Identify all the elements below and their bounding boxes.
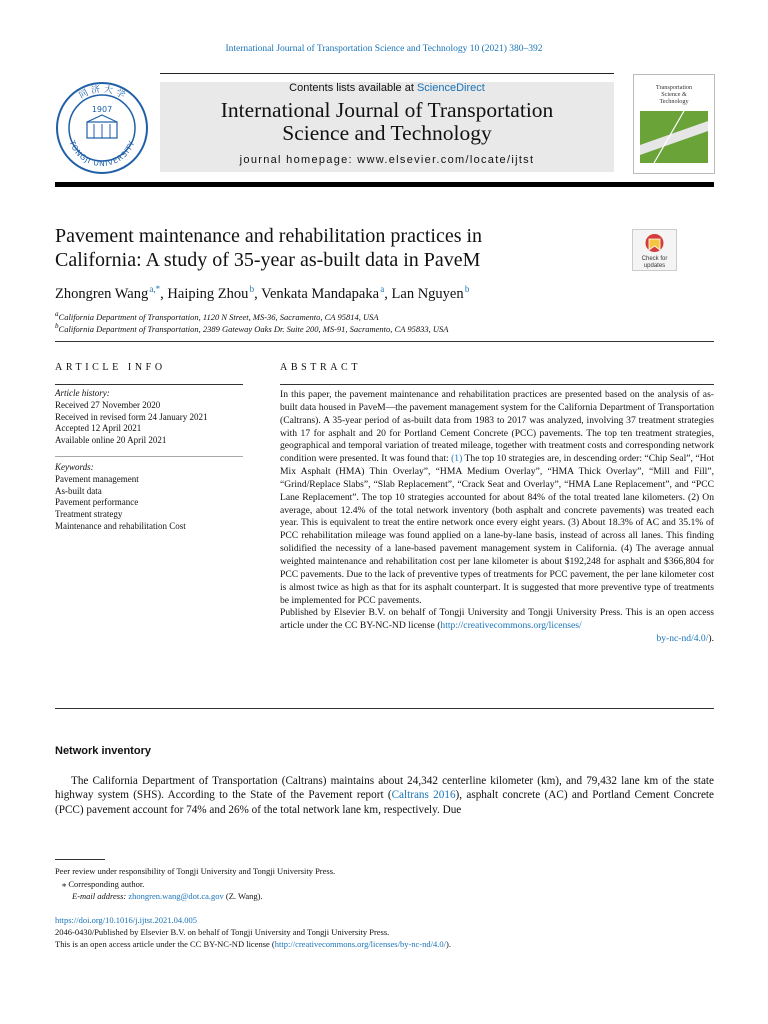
author-affil-sup[interactable]: b [249,284,255,294]
crossmark-line2: updates [643,263,666,269]
copyright-end: ). [708,633,714,645]
email-link[interactable]: zhongren.wang@dot.ca.gov [128,891,224,901]
license-link-cont[interactable]: by-nc-nd/4.0/ [656,633,709,645]
email-note [72,891,263,901]
peer-review-note: Peer review under responsibility of Tongji University and Tongji University Press. [55,866,336,876]
author-affil-sup[interactable]: b [464,284,470,294]
cover-title-1: Transportation [655,84,693,91]
article-info-heading: ARTICLE INFO [55,362,166,373]
keyword-item: Pavement performance [55,497,139,508]
cover-title-2: Science & [661,91,687,98]
author-list: Zhongren Wang $^{a,*}$, Haiping Zhou $^b$, Venkata Mandapaka $^a$, Lan Nguyen $^b$ [55,284,470,302]
history-item: Accepted 12 April 2021 [55,423,142,434]
contents-prefix: Contents lists available at [289,82,417,94]
abstract-end-rule [55,708,714,709]
history-item: Received 27 November 2020 [55,399,161,410]
author-name[interactable]: Lan Nguyen [391,285,464,302]
abstract-text-2: The top 10 strategies are, in descending order: “Chip Seal”, “Hot Mix Asphalt (HMA) Thin Overlay”, “HMA Medium Overlay”, “HMA Thick Overlay”, “Mill and Fill”, “Grind/Replace Slabs”, “Slab Replacement”, “Crack Seat and Overlay”, “HMA Lane Replacement”, and “PCC Lane Replacement”. The top 10 strategies accounted for about 84% of the total treated lane kilometers. (2) On average, about 12.4% of the total network inventory (both asphalt and concrete pavements) was treated each year. This is equivalent to treat the entire network once every eight years. (3) About 18.3% of AC and 35.1% of PCC rehabilitation mileage was found applied on a lane-by-lane basis, instead of across all lanes. This finding solidified the necessity of a lane-based pavement management system in California. (4) The average annual weighted maintenance and rehabilitation cost per lane kilometer is about $192,248 for asphalt and $366,804 for PCC pavements. Due to the lack of preventive types of treatments for PCC pavement, the per lane kilometer cost is almost twice as high as that for its asphalt counterpart. It is suggested that more preventive type of treatments be implemented for PCC pavements. [280,453,714,606]
history-item: Received in revised form 24 January 2021 [55,411,208,422]
abstract-heading: ABSTRACT [280,362,362,373]
crossmark-line1: Check for [641,256,668,262]
author-affil-sup[interactable]: a,* [149,284,161,294]
footnote-rule [55,859,105,860]
section-heading: Network inventory [55,745,151,757]
oa-license-link[interactable]: http://creativecommons.org/licenses/by-nc-nd/4.0/ [274,939,446,949]
doi-link[interactable]: https://doi.org/10.1016/j.ijtst.2021.04.005 [55,915,197,925]
oa-prefix: This is an open access article under the CC BY-NC-ND license ( [55,939,275,949]
affiliation-rule [55,341,714,342]
abstract-copyright [280,607,714,646]
keyword-item: Treatment strategy [55,509,123,520]
copyright-text: Published by Elsevier B.V. on behalf of Tongji University and Tongji University Press. This is an open access article under the CC BY-NC-ND license ( [280,607,714,632]
affiliation-text: California Department of Transportation, 1120 N Street, MS-36, Sacramento, CA 95814, USA [58,311,379,322]
logo-year: 1907 [91,105,113,114]
keyword-item: Pavement management [55,473,139,484]
author-name[interactable]: Zhongren Wang [55,285,149,302]
keywords-list [55,462,243,533]
affiliation-a [55,310,379,322]
author-name[interactable]: Haiping Zhou [167,285,249,302]
abstract-text-1: In this paper, the pavement maintenance and rehabilitation practices are presented based on the analysis of as-built data housed in PaveM—the pavement management system for the California Department of Transportation (Caltrans). A 35-year period of as-built data from 1983 to 2017 was analyzed, involving 37 treatment strategies with 17 for asphalt and 20 for Portland Cement Concrete (PCC) pavements. The top ten treatment strategies, geographical and temporal variation of treated mileage, together with treatment costs and corresponding network condition were presented. It was found that: [280,389,714,465]
issn-line: 2046-0430/Published by Elsevier B.V. on behalf of Tongji University and Tongji University Press. [55,927,390,937]
history-item: Available online 20 April 2021 [55,435,167,446]
open-access-note [55,939,451,949]
journal-citation[interactable]: International Journal of Transportation Science and Technology 10 (2021) 380–392 [225,44,543,54]
affiliation-b [55,322,448,334]
body-text-1: The California Department of Transportation (Caltrans) maintains about 24,342 centerline kilometer (km), and 79,432 lane km of the state highway system (SHS). According to the State of the Pavement report ( [55,775,714,802]
check-for-updates-badge[interactable] [632,229,677,271]
abstract-ref-link[interactable]: (1) [451,453,463,465]
corresponding-author-note [62,879,144,890]
keywords-rule [55,456,243,457]
journal-title-line1: International Journal of Transportation [220,98,554,122]
abstract-body [280,389,714,646]
article-title [55,224,615,272]
logo-chars: 同 济 大 学 [77,84,127,102]
body-paragraph [55,774,714,817]
sciencedirect-link[interactable]: ScienceDirect [416,82,485,94]
journal-title-line2: Science and Technology [282,121,492,145]
citation-link[interactable]: Caltrans 2016 [391,789,456,802]
license-link[interactable]: http://creativecommons.org/licenses/ [440,620,582,632]
history-label: Article history: [55,388,110,398]
email-label: E-mail address: [72,891,127,901]
oa-suffix: ). [446,939,451,949]
keywords-label: Keywords: [55,462,94,472]
journal-homepage[interactable]: journal homepage: www.elsevier.com/locate/ijtst [239,154,535,166]
author-name[interactable]: Venkata Mandapaka [261,285,380,302]
keyword-item: As-built data [55,485,102,496]
header-top-rule [160,73,614,74]
affiliation-sup: b [55,322,59,330]
logo-text: TONGJI UNIVERSITY [67,139,137,169]
svg-text:TONGJI UNIVERSITY [67,138,136,168]
abstract-paragraph [280,389,714,607]
cover-title-3: Technology [659,98,689,105]
tongji-university-logo [54,80,150,176]
contents-available-line [160,82,614,94]
corresponding-mark: ⁎ [62,879,67,889]
header-thick-rule [55,182,714,187]
article-title-line1: Pavement maintenance and rehabilitation practices in [55,225,483,247]
affiliation-text: California Department of Transportation, 2389 Gateway Oaks Dr. Suite 200, MS-91, Sacramento, CA 95833, USA [58,323,449,334]
author-affil-sup[interactable]: a [380,284,385,294]
article-history [55,388,243,447]
article-title-line2: California: A study of 35-year as-built data in PaveM [55,249,481,271]
abstract-rule [280,384,714,385]
article-info-rule [55,384,243,385]
affiliation-sup: a [55,310,59,318]
body-text-2: ), asphalt concrete (AC) and Portland Cement Concrete (PCC) pavement account for 74% and 26% of the total network lane km, respectively. Due [55,789,714,816]
journal-cover-image[interactable] [633,74,715,174]
email-suffix: (Z. Wang). [225,891,263,901]
journal-title [160,99,614,145]
corresponding-text: Corresponding author. [68,879,145,889]
keyword-item: Maintenance and rehabilitation Cost [55,520,186,531]
